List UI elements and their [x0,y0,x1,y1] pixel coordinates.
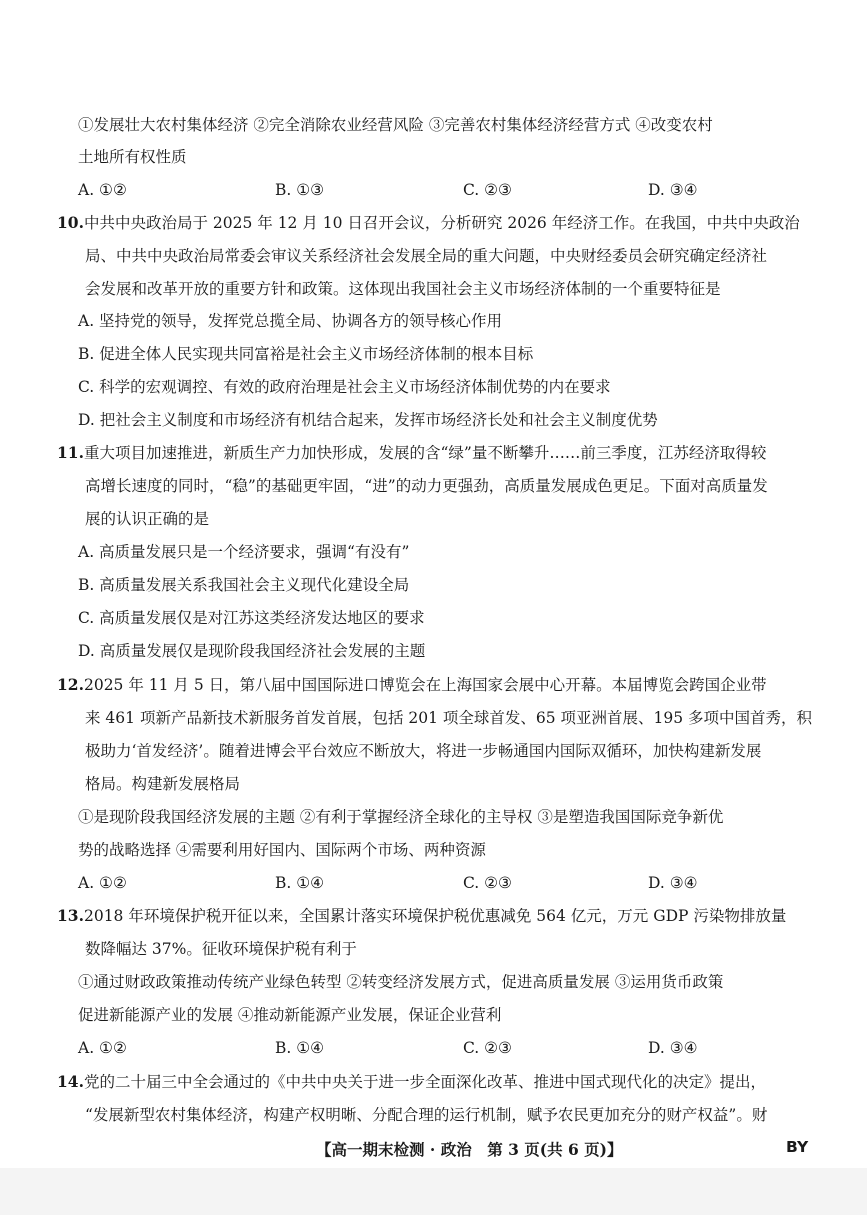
q10-option-b: B. 促进全体人民实现共同富裕是社会主义市场经济体制的根本目标 [78,345,534,363]
q13-options-line-1: ①通过财政政策推动传统产业绿色转型 ②转变经济发展方式，促进高质量发展 ③运用货币政策 [78,973,724,991]
q9-options-line-1: ①发展壮大农村集体经济 ②完全消除农业经营风险 ③完善农村集体经济经营方式 ④改变农村 [78,116,713,134]
q11-stem-line-2: 高增长速度的同时，“稳”的基础更牢固，“进”的动力更强劲，高质量发展成色更足。下面对高质量发 [85,477,768,495]
q13-choice-b: B. ①④ [275,1039,325,1057]
q13-choice-a: A. ①② [78,1039,127,1057]
q10-stem-line-2: 局、中共中央政治局常委会审议关系经济社会发展全局的重大问题，中央财经委员会研究确定经济社 [85,247,768,265]
q12-choice-b: B. ①④ [275,874,325,892]
q14-stem-line-1: 14.党的二十届三中全会通过的《中共中央关于进一步全面深化改革、推进中国式现代化的决定》提出， [57,1072,766,1091]
q13-stem-line-1: 13.2018 年环境保护税开征以来，全国累计落实环境保护税优惠减免 564 亿元，万元 GDP 污染物排放量 [57,906,787,925]
q11-option-b: B. 高质量发展关系我国社会主义现代化建设全局 [78,576,410,594]
q14-stem-line-2: “发展新型农村集体经济，构建产权明晰、分配合理的运行机制，赋予农民更加充分的财产权益”。财 [85,1106,768,1124]
q9-choice-a: A. ①② [78,181,127,199]
q11-option-c: C. 高质量发展仅是对江苏这类经济发达地区的要求 [78,609,425,627]
q10-stem-line-3: 会发展和改革开放的重要方针和政策。这体现出我国社会主义市场经济体制的一个重要特征是 [85,280,721,298]
q10-option-d: D. 把社会主义制度和市场经济有机结合起来，发挥市场经济长处和社会主义制度优势 [78,411,658,429]
q11-option-a: A. 高质量发展只是一个经济要求，强调“有没有” [78,543,410,561]
q10-number: 10. [57,213,84,232]
q13-stem-line-2: 数降幅达 37%。征收环境保护税有利于 [85,940,357,958]
exam-code: BY [786,1138,809,1156]
q12-choice-d: D. ③④ [648,874,698,892]
q12-choice-c: C. ②③ [463,874,512,892]
q9-choice-c: C. ②③ [463,181,512,199]
q13-choice-d: D. ③④ [648,1039,698,1057]
q10-option-c: C. 科学的宏观调控、有效的政府治理是社会主义市场经济体制优势的内在要求 [78,378,611,396]
q11-stem-line-3: 展的认识正确的是 [85,510,210,528]
q12-stem-line-1: 12.2025 年 11 月 5 日，第八届中国国际进口博览会在上海国家会展中心开幕。本届博览会跨国企业带 [57,675,767,694]
q12-stem-line-4: 格局。构建新发展格局 [85,775,241,793]
q13-number: 13. [57,906,84,925]
q14-number: 14. [57,1072,84,1091]
page-footer: 【高一期末检测 · 政治 第 3 页(共 6 页)】 [316,1140,623,1159]
q9-options-line-2: 土地所有权性质 [78,148,187,166]
q9-choice-b: B. ①③ [275,181,325,199]
q11-number: 11. [57,443,84,462]
q9-choice-d: D. ③④ [648,181,698,199]
q12-choice-a: A. ①② [78,874,127,892]
q11-option-d: D. 高质量发展仅是现阶段我国经济社会发展的主题 [78,642,426,660]
page-bottom-margin [0,1168,867,1215]
q12-stem-line-3: 极助力‘首发经济’。随着进博会平台效应不断放大，将进一步畅通国内国际双循环，加快构建新发展 [85,742,762,760]
q10-option-a: A. 坚持党的领导，发挥党总揽全局、协调各方的领导核心作用 [78,312,503,330]
q13-options-line-2: 促进新能源产业的发展 ④推动新能源产业发展，保证企业营利 [78,1006,502,1024]
q12-number: 12. [57,675,84,694]
q13-choice-c: C. ②③ [463,1039,512,1057]
q12-options-line-1: ①是现阶段我国经济发展的主题 ②有利于掌握经济全球化的主导权 ③是塑造我国国际竞争新优 [78,808,724,826]
q12-stem-line-2: 来 461 项新产品新技术新服务首发首展，包括 201 项全球首发、65 项亚洲首展、195 多项中国首秀，积 [85,709,813,727]
q11-stem-line-1: 11.重大项目加速推进，新质生产力加快形成，发展的含“绿”量不断攀升……前三季度，江苏经济取得较 [57,443,767,462]
q10-stem-line-1: 10.中共中央政治局于 2025 年 12 月 10 日召开会议，分析研究 2026 年经济工作。在我国，中共中央政治 [57,213,800,232]
q12-options-line-2: 势的战略选择 ④需要利用好国内、国际两个市场、两种资源 [78,841,486,859]
